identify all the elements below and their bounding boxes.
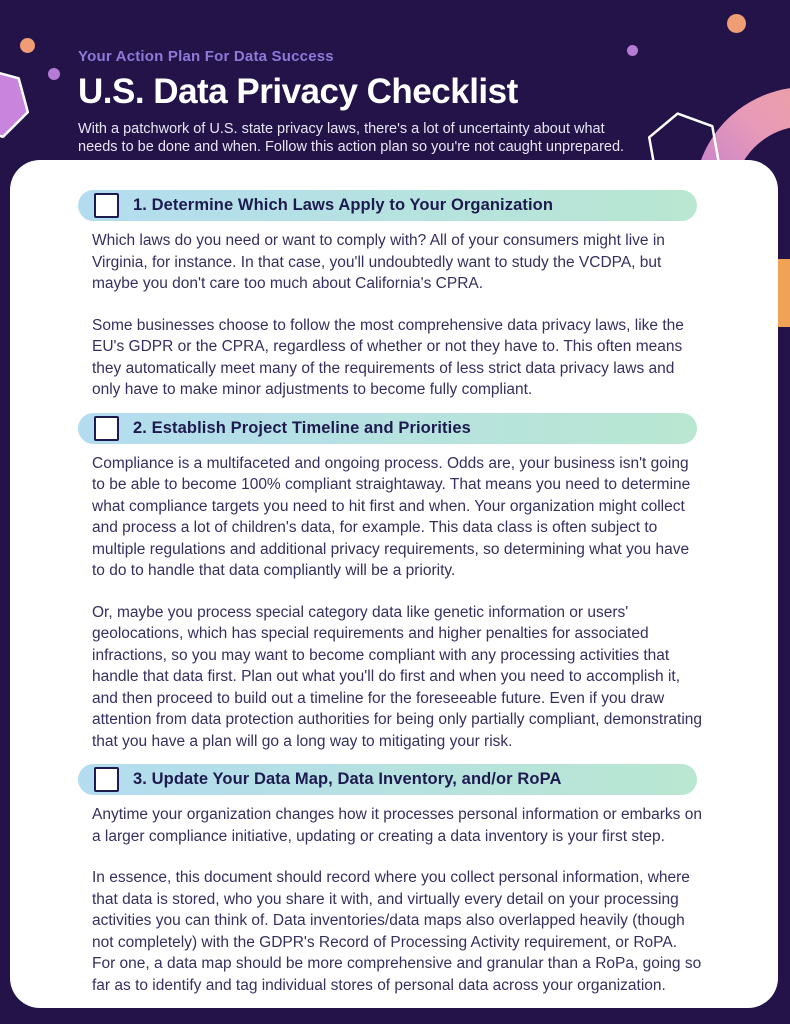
page-subtitle (78, 120, 624, 156)
section-heading: 1. Determine Which Laws Apply to Your Organization (133, 196, 553, 214)
section-paragraph: Compliance is a multifaceted and ongoing process. Odds are, your business isn't going to be able to become 100% compliant straightaway. That means you need to determine what compliance targets you need to hit first and when. Your organization might collect and process a lot of children's data, for example. This data class is often subject to multiple regulations and additional privacy requirements, so determining what you have to do to handle that data compliantly will be a priority. (92, 454, 691, 579)
header (78, 48, 624, 156)
checklist-section-1 (78, 190, 778, 401)
checkbox[interactable] (94, 193, 119, 218)
checklist-section-3 (78, 764, 778, 996)
section-heading: 2. Establish Project Timeline and Priorities (133, 418, 471, 437)
hexagon-purple-icon (0, 69, 28, 137)
checkbox[interactable] (94, 767, 119, 792)
checkbox[interactable] (94, 416, 119, 441)
section-paragraph: Anytime your organization changes how it processes personal information or embarks on a larger compliance initiative, updating or creating a data inventory is your first step. (92, 806, 702, 845)
dot-orange-icon (727, 14, 746, 33)
subtitle-line: With a patchwork of U.S. state privacy laws, there's a lot of uncertainty about what (78, 121, 605, 137)
section-paragraph: Some businesses choose to follow the most comprehensive data privacy laws, like the EU's GDPR or the CPRA, regardless of whether or not they have to. This often means they automatically meet many of the requirements of less strict data privacy laws and only have to make minor adjustments to become fully compliant. (92, 316, 684, 398)
section-paragraph: Which laws do you need or want to comply with? All of your consumers might live in Virginia, for instance. In that case, you'll undoubtedly want to study the VCDPA, but maybe you don't care too much about California's CPRA. (92, 232, 665, 292)
checklist-section-2 (78, 413, 778, 753)
page-title: U.S. Data Privacy Checklist (78, 72, 518, 111)
checklist-card (10, 160, 778, 1008)
section-paragraph: Or, maybe you process special category data like genetic information or users' geolocations, which has special requirements and higher penalties for associated infractions, so you may want to become compliant with any processing activities that handle that data first. Plan out what you'll do first and when you need to accomplish it, and then proceed to build out a timeline for the foreseeable future. Even if you draw attention from data protection authorities for being only partially compliant, demonstrating that you have a plan will go a long way to mitigating your risk. (92, 603, 703, 750)
section-heading: 3. Update Your Data Map, Data Inventory, and/or RoPA (133, 770, 562, 788)
dot-purple-icon (48, 68, 60, 80)
orange-accent-bar (777, 259, 790, 327)
dot-orange-icon (20, 38, 35, 53)
section-header-banner (78, 190, 697, 221)
section-header-banner (78, 764, 697, 795)
dot-purple-icon (627, 45, 638, 56)
header-eyebrow: Your Action Plan For Data Success (78, 48, 334, 65)
section-paragraph: In essence, this document should record where you collect personal information, where that data is stored, who you share it with, and virtually every detail on your processing activities you can think of. Data inventories/data maps also overlapped heavily (though not completely) with the GDPR's Record of Processing Activity requirement, or RoPA. For one, a data map should be more comprehensive and granular than a RoPa, going so far as to identify and tag individual stores of personal data across your organization. (92, 869, 702, 994)
subtitle-line: needs to be done and when. Follow this action plan so you're not caught unprepared. (78, 139, 625, 155)
section-header-banner (78, 413, 697, 444)
